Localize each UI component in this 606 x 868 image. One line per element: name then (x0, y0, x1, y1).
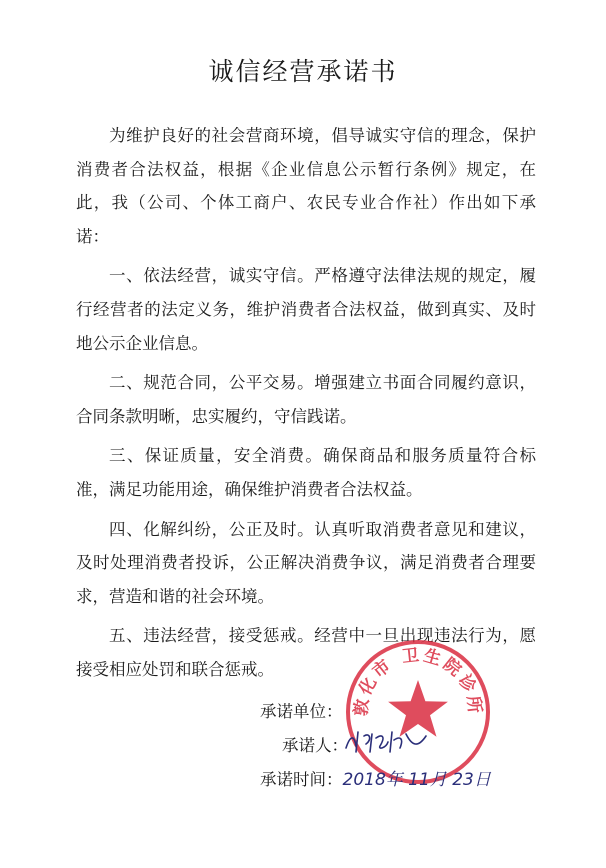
document-body (76, 119, 536, 687)
commitment-unit-row (260, 698, 343, 722)
document-title: 诚信经营承诺书 (208, 57, 398, 86)
commitment-date-label: 承诺时间： (260, 770, 343, 789)
commitment-date-row (260, 765, 491, 790)
commitment-1-paragraph: 一、依法经营，诚实守信。严格遵守法律法规的规定，履行经营者的法定义务，维护消费者合法权益，做到真实、及时地公示企业信息。 (76, 266, 536, 353)
commitment-date-value: 2018年 11月 23日 (342, 770, 491, 790)
intro-paragraph: 为维护良好的社会营商环境，倡导诚实守信的理念，保护消费者合法权益，根据《企业信息公示暂行条例》规定，在此，我（公司、个体工商户、农民专业合作社）作出如下承诺： (76, 126, 536, 246)
commitment-person-label: 承诺人： (282, 736, 348, 755)
seal-text: 敦化市 卫生院诊所 (351, 645, 485, 718)
handwritten-signature (342, 726, 434, 756)
commitment-4-paragraph: 四、化解纠纷，公正及时。认真听取消费者意见和建议，及时处理消费者投诉，公正解决消费争议，满足消费者合理要求，营造和谐的社会环境。 (76, 519, 536, 606)
commitment-unit-label: 承诺单位： (260, 702, 343, 721)
commitment-2-paragraph: 二、规范合同，公平交易。增强建立书面合同履约意识，合同条款明晰，忠实履约，守信践诺。 (76, 373, 536, 426)
commitment-5-paragraph: 五、违法经营，接受惩戒。经营中一旦出现违法行为，愿接受相应处罚和联合惩戒。 (76, 626, 536, 679)
commitment-person-row (282, 732, 348, 756)
signature-stroke (346, 732, 426, 752)
commitment-3-paragraph: 三、保证质量，安全消费。确保商品和服务质量符合标准，满足功能用途，确保维护消费者合法权益。 (76, 446, 536, 499)
